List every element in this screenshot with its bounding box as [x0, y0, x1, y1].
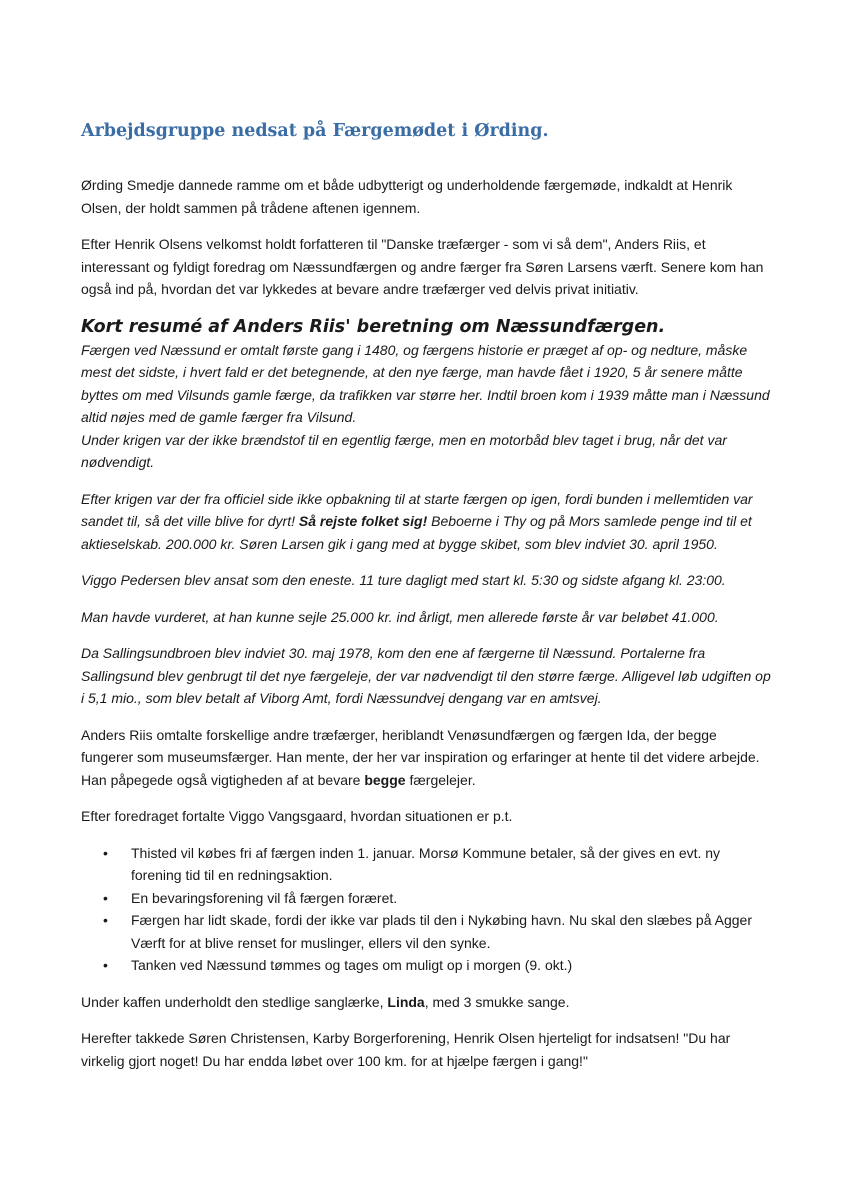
list-item-text: Færgen har lidt skade, fordi der ikke var plads til den i Nykøbing havn. Nu skal den slæbes på Agger Værft for at blive renset for muslinger, ellers vil den synke. — [131, 912, 752, 951]
page-title: Arbejdsgruppe nedsat på Færgemødet i Ørding. — [81, 121, 549, 141]
section-heading: Kort resumé af Anders Riis' beretning om Næssundfærgen. — [81, 316, 666, 337]
other-ferries-paragraph — [81, 724, 771, 792]
other-ferries-emphasis: begge — [364, 771, 406, 788]
list-item-text: En bevaringsforening vil få færgen foræret. — [131, 889, 398, 906]
situation-list — [81, 842, 771, 977]
bullet-icon: • — [103, 957, 108, 973]
list-item — [81, 887, 771, 910]
list-item — [81, 909, 771, 954]
revenue-paragraph: Man havde vurderet, at han kunne sejle 25.000 kr. ind årligt, men allerede første år var beløbet 41.000. — [81, 608, 719, 625]
postwar-text-1: Efter krigen var der fra officiel side ikke opbakning til at starte færgen op igen, fordi bunden i mellemtiden var sandet til, så det ville blive for dyrt! — [81, 490, 753, 529]
other-ferries-text-2: færgelejer. — [405, 771, 476, 788]
bullet-icon: • — [103, 844, 108, 861]
coffee-text-1: Under kaffen underholdt den stedlige sanglærke, — [81, 993, 388, 1010]
document-page — [81, 118, 771, 1072]
list-item — [81, 954, 771, 977]
postwar-emphasis: Så rejste folket sig! — [298, 513, 428, 529]
coffee-emphasis: Linda — [387, 993, 425, 1010]
thanks-paragraph: Herefter takkede Søren Christensen, Karby Borgerforening, Henrik Olsen hjerteligt for indsatsen! "Du har virkelig gjort noget! Du har endda løbet over 100 km. for at hjælpe færgen i gang!" — [81, 1030, 731, 1069]
list-item — [81, 842, 771, 887]
war-paragraph: Under krigen var der ikke brændstof til en egentlig færge, men en motorbåd blev taget i brug, når det var nødvendigt. — [81, 431, 727, 470]
bridge-paragraph: Da Sallingsundbroen blev indviet 30. maj 1978, kom den ene af færgerne til Næssund. Portalerne fra Sallingsund blev genbrugt til det nye færgeleje, der var nødvendigt til den større færge. Alligevel løb udgiften op i 5,1 mio., som blev betalt af Viborg Amt, fordi Næssundvej dengang var en amtsvej. — [81, 645, 771, 706]
staff-paragraph: Viggo Pedersen blev ansat som den eneste. 11 ture dagligt med start kl. 5:30 og sidste afgang kl. 23:00. — [81, 572, 726, 588]
situation-paragraph: Efter foredraget fortalte Viggo Vangsgaard, hvordan situationen er p.t. — [81, 808, 513, 824]
postwar-text-2: Beboerne i Thy og på Mors samlede penge ind til et aktieselskab. 200.000 kr. Søren Larsen gik i gang med at bygge skibet, som blev indviet 30. april 1950. — [81, 513, 752, 552]
lecture-paragraph: Efter Henrik Olsens velkomst holdt forfatteren til "Danske træfærger - som vi så dem", Anders Riis, et interessant og fyldigt foredrag om Næssundfærgen og andre færger fra Søren Larsens værft. Senere kom han også ind på, hvordan det var lykkedes at bevare andre træfærger ved delvis privat initiativ. — [81, 236, 764, 297]
coffee-text-2: , med 3 smukke sange. — [424, 993, 570, 1010]
list-item-text: Thisted vil købes fri af færgen inden 1. januar. Morsø Kommune betaler, så der gives en evt. ny forening tid til en redningsaktion. — [131, 844, 721, 883]
coffee-paragraph — [81, 991, 771, 1014]
intro-paragraph: Ørding Smedje dannede ramme om et både udbytterigt og underholdende færgemøde, indkaldt at Henrik Olsen, der holdt sammen på trådene aftenen igennem. — [81, 177, 733, 216]
history-paragraph: Færgen ved Næssund er omtalt første gang i 1480, og færgens historie er præget af op- og nedture, måske mest det sidste, i hvert fald er det betegnende, at den nye færge, man havde fået i 1920, 5 år senere måtte byttes om med Vilsunds gamle færge, da trafikken var større her. Indtil broen kom i 1939 måtte man i Næssund altid nøjes med de gamle færger fra Vilsund. — [81, 341, 770, 425]
bullet-icon: • — [103, 889, 108, 906]
list-item-text: Tanken ved Næssund tømmes og tages om muligt op i morgen (9. okt.) — [131, 957, 573, 973]
postwar-paragraph — [81, 488, 771, 556]
bullet-icon: • — [103, 912, 108, 928]
other-ferries-text-1: Anders Riis omtalte forskellige andre træfærger, heriblandt Venøsundfærgen og færgen Ida, der begge fungerer som museumsfærger. Han mente, der her var inspiration og erfaringer at hente til det videre arbejde. Han påpegede også vigtigheden af at bevare — [81, 726, 760, 788]
